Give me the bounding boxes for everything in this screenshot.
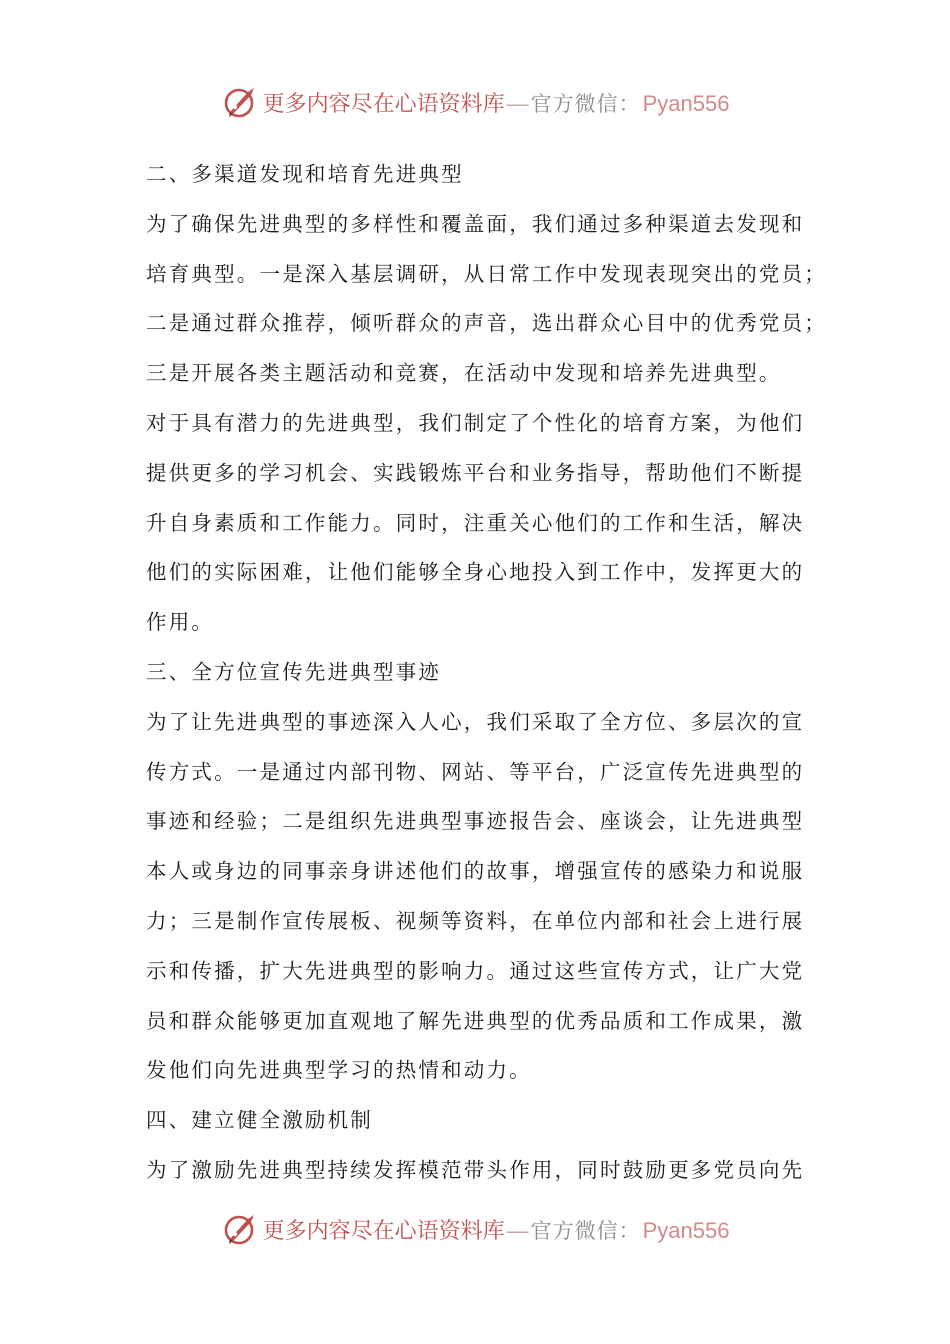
- banner-main-text: 更多内容尽在心语资料库: [262, 91, 505, 117]
- text-line: 为了确保先进典型的多样性和覆盖面，我们通过多种渠道去发现和: [146, 211, 805, 236]
- text-line: 对于具有潜力的先进典型，我们制定了个性化的培育方案，为他们: [146, 410, 805, 435]
- heading-section-3: 三、全方位宣传先进典型事迹: [146, 659, 442, 684]
- pen-logo-icon: [221, 1209, 261, 1249]
- text-line: 为了激励先进典型持续发挥模范带头作用，同时鼓励更多党员向先: [146, 1157, 805, 1182]
- text-line: 作用。: [146, 610, 215, 635]
- text-line: 为了让先进典型的事迹深入人心，我们采取了全方位、多层次的宣: [146, 709, 805, 734]
- heading-section-2: 二、多渠道发现和培育先进典型: [146, 162, 464, 186]
- footer-banner: [0, 1209, 950, 1249]
- text-line: 员和群众能够更加直观地了解先进典型的优秀品质和工作成果，激: [146, 1008, 805, 1033]
- banner-dash: —: [506, 1217, 529, 1243]
- pen-logo-icon: [221, 82, 261, 122]
- banner-wechat-label: 官方微信：: [530, 1218, 641, 1243]
- banner-wechat-id: Pyan556: [642, 1217, 730, 1243]
- text-line: 三是开展各类主题活动和竞赛，在活动中发现和培养先进典型。: [146, 361, 782, 386]
- text-line: 传方式。一是通过内部刊物、网站、等平台，广泛宣传先进典型的: [146, 759, 805, 784]
- text-line: 示和传播，扩大先进典型的影响力。通过这些宣传方式，让广大党: [146, 958, 805, 983]
- text-line: 升自身素质和工作能力。同时，注重关心他们的工作和生活，解决: [146, 510, 805, 535]
- banner-wechat-id: Pyan556: [642, 90, 730, 116]
- document-body: [146, 150, 827, 1196]
- text-line: 他们的实际困难，让他们能够全身心地投入到工作中，发挥更大的: [146, 560, 805, 585]
- text-line: 培育典型。一是深入基层调研，从日常工作中发现表现突出的党员；: [146, 261, 827, 286]
- heading-section-4: 四、建立健全激励机制: [146, 1108, 373, 1133]
- text-line: 提供更多的学习机会、实践锻炼平台和业务指导，帮助他们不断提: [146, 460, 805, 485]
- banner-wechat-label: 官方微信：: [530, 91, 641, 116]
- banner-dash: —: [506, 90, 529, 116]
- header-banner: [0, 82, 950, 122]
- text-line: 力；三是制作宣传展板、视频等资料，在单位内部和社会上进行展: [146, 908, 805, 933]
- text-line: 二是通过群众推荐，倾听群众的声音，选出群众心目中的优秀党员；: [146, 311, 827, 336]
- text-line: 本人或身边的同事亲身讲述他们的故事，增强宣传的感染力和说服: [146, 859, 805, 884]
- text-line: 事迹和经验；二是组织先进典型事迹报告会、座谈会，让先进典型: [146, 809, 805, 834]
- banner-main-text: 更多内容尽在心语资料库: [262, 1218, 505, 1244]
- text-line: 发他们向先进典型学习的热情和动力。: [146, 1058, 532, 1083]
